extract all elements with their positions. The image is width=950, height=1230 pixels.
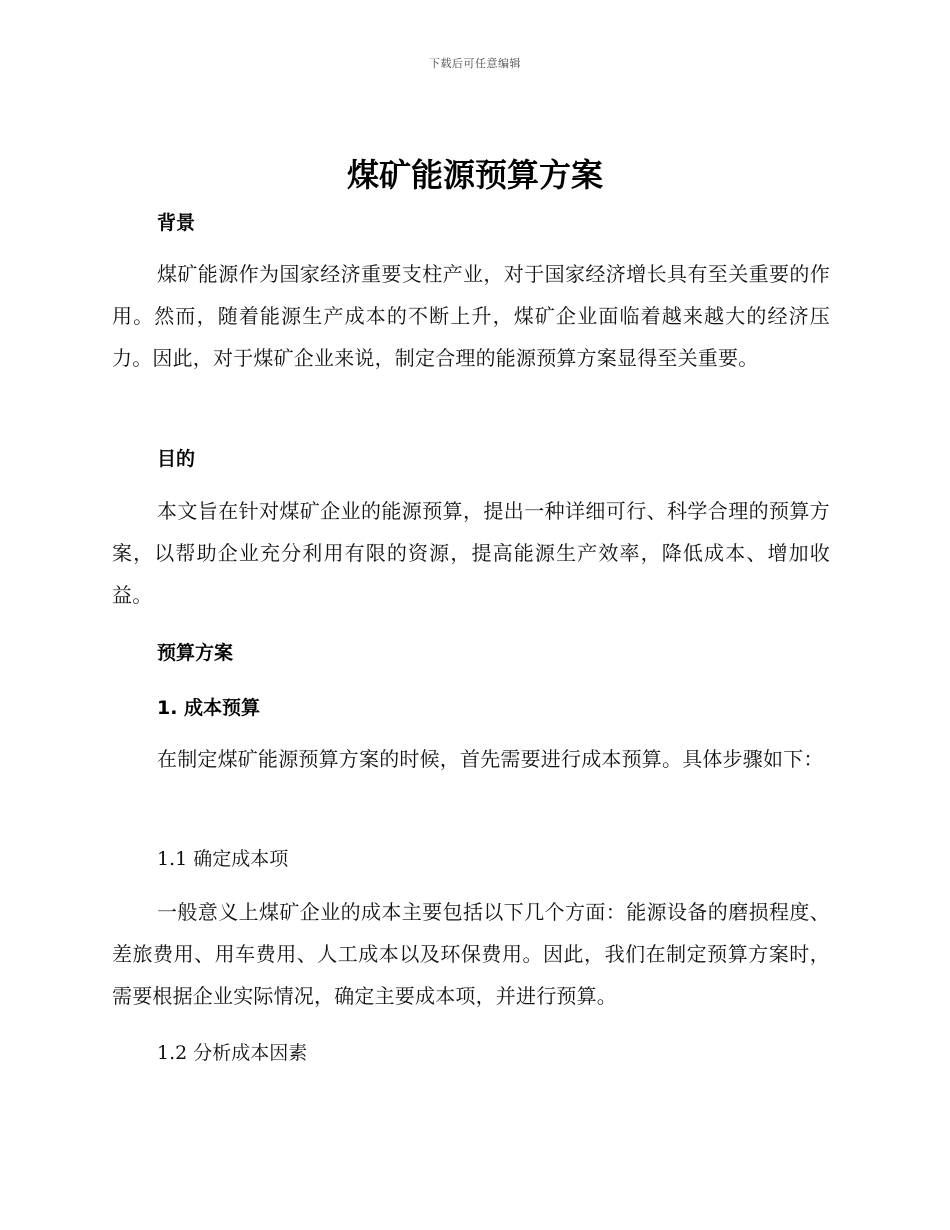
section-heading-plan: 预算方案: [157, 642, 234, 664]
section-heading-background: 背景: [157, 212, 196, 234]
document-title: 煤矿能源预算方案: [346, 156, 603, 194]
section-heading-purpose: 目的: [157, 448, 196, 470]
paragraph-background: 煤矿能源作为国家经济重要支柱产业，对于国家经济增长具有至关重要的作用。然而，随着能源生产成本的不断上升，煤矿企业面临着越来越大的经济压力。因此，对于煤矿企业来说，制定合理的能源预算方案显得至关重要。: [112, 262, 830, 370]
paragraph-cost-item-1: 一般意义上煤矿企业的成本主要包括以下几个方面：能源设备的磨损程度、差旅费用、用车费用、人工成本以及环保费用。因此，我们在制定预算方案时，需要根据企业实际情况，确定主要成本项，并进行预算。: [112, 900, 830, 1008]
subheading-cost-item-1: 1.1 确定成本项: [157, 848, 289, 870]
page-header-note: 下载后可任意编辑: [429, 57, 521, 70]
subheading-cost-item-2: 1.2 分析成本因素: [157, 1042, 308, 1064]
paragraph-cost-intro: 在制定煤矿能源预算方案的时候，首先需要进行成本预算。具体步骤如下：: [157, 747, 824, 771]
section-heading-cost: 1. 成本预算: [157, 697, 261, 719]
paragraph-purpose: 本文旨在针对煤矿企业的能源预算，提出一种详细可行、科学合理的预算方案，以帮助企业充分利用有限的资源，提高能源生产效率，降低成本、增加收益。: [112, 499, 830, 607]
